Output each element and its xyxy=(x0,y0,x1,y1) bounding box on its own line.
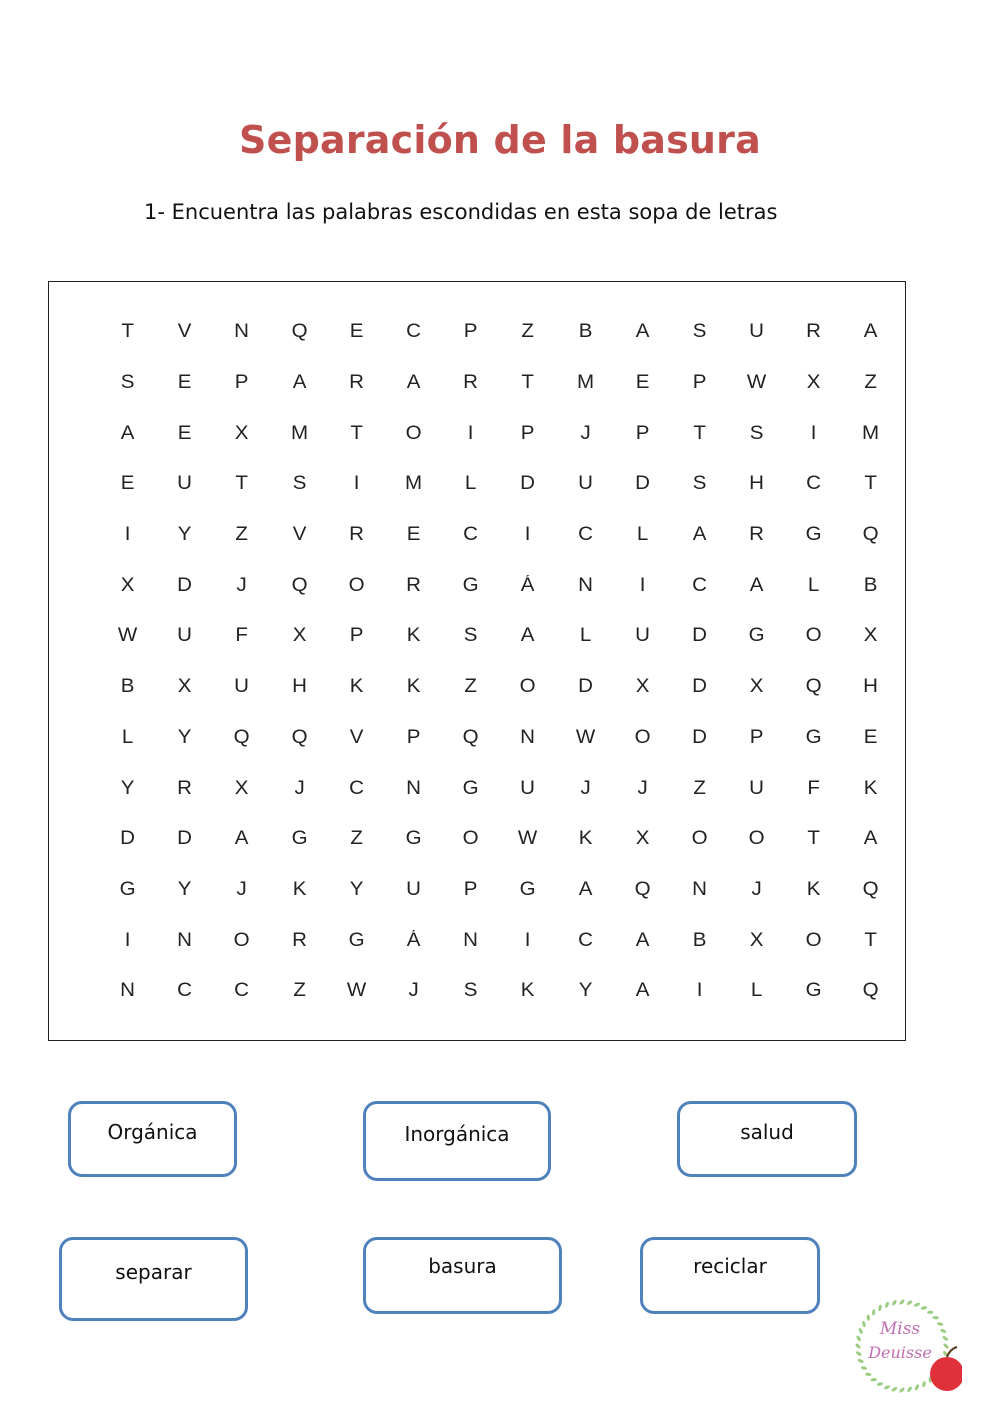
grid-letter: K xyxy=(806,878,821,900)
grid-letter: X xyxy=(806,372,821,394)
word-card-salud xyxy=(677,1101,857,1177)
grid-letter: Z xyxy=(693,777,706,799)
grid-letter: S xyxy=(292,473,307,495)
grid-letter: X xyxy=(292,625,307,647)
grid-letter: K xyxy=(406,676,421,698)
grid-letter: I xyxy=(696,980,703,1002)
grid-letter: P xyxy=(463,321,478,343)
grid-letter: L xyxy=(464,473,477,495)
grid-letter: R xyxy=(749,524,765,546)
word-card-basura xyxy=(363,1237,562,1314)
grid-letter: U xyxy=(520,777,536,799)
grid-letter: Q xyxy=(291,321,308,343)
grid-letter: C xyxy=(406,321,421,343)
grid-letter: J xyxy=(579,422,591,444)
grid-letter: E xyxy=(120,473,135,495)
grid-letter: U xyxy=(177,625,193,647)
grid-letter: P xyxy=(406,726,421,748)
grid-letter: W xyxy=(117,625,138,647)
grid-letter: N xyxy=(234,321,250,343)
grid-letter: Z xyxy=(464,676,477,698)
grid-letter: X xyxy=(749,929,764,951)
instruction-text: 1- Encuentra las palabras escondidas en esta sopa de letras xyxy=(144,200,778,224)
grid-letter: Z xyxy=(235,524,249,546)
grid-letter: D xyxy=(692,726,707,748)
grid-letter: X xyxy=(864,625,878,647)
grid-letter: P xyxy=(635,422,650,444)
page-title: Separación de la basura xyxy=(239,118,761,162)
grid-letter: M xyxy=(290,422,308,444)
grid-letter: R xyxy=(177,777,193,799)
grid-letter: N xyxy=(463,929,479,951)
grid-letter: L xyxy=(579,625,591,647)
grid-letter: Y xyxy=(177,878,192,900)
grid-letter: O xyxy=(748,828,765,850)
grid-letter: D xyxy=(177,574,193,596)
grid-letter: L xyxy=(808,574,820,596)
grid-letter: Á xyxy=(406,929,421,951)
grid-letter: Q xyxy=(462,726,479,748)
grid-letter: J xyxy=(751,878,762,900)
grid-letter: G xyxy=(405,828,422,850)
grid-letter: A xyxy=(292,372,307,394)
grid-letter: E xyxy=(864,726,878,748)
grid-letter: H xyxy=(291,676,307,698)
grid-letter: R xyxy=(348,372,364,394)
grid-letter: I xyxy=(525,929,531,951)
grid-letter: M xyxy=(404,473,423,495)
grid-letter: Á xyxy=(521,574,535,596)
grid-letter: U xyxy=(234,676,250,698)
grid-letter: I xyxy=(124,929,131,951)
grid-letter: N xyxy=(520,726,536,748)
grid-letter: W xyxy=(518,828,538,850)
grid-letter: T xyxy=(864,473,878,495)
logo-text-line1: Miss xyxy=(879,1319,921,1339)
grid-letter: O xyxy=(519,676,536,698)
grid-letter: I xyxy=(124,524,131,546)
grid-letter: W xyxy=(346,980,367,1002)
grid-letter: C xyxy=(234,980,250,1002)
grid-letter: J xyxy=(637,777,648,799)
grid-letter: K xyxy=(292,878,307,900)
grid-letter: X xyxy=(235,777,249,799)
grid-letter: B xyxy=(692,929,707,951)
word-label: separar xyxy=(115,1260,192,1284)
letter-grid xyxy=(99,307,900,1017)
grid-letter: D xyxy=(577,676,593,698)
grid-letter: B xyxy=(864,574,878,596)
grid-letter: G xyxy=(291,828,308,850)
grid-letter: O xyxy=(405,422,422,444)
grid-letter: I xyxy=(639,574,646,596)
grid-letter: A xyxy=(864,828,878,850)
grid-letter: N xyxy=(577,574,593,596)
grid-letter: K xyxy=(578,828,592,850)
grid-letter: V xyxy=(349,726,364,748)
grid-letter: J xyxy=(236,878,248,900)
grid-letter: S xyxy=(463,625,478,647)
grid-letter: M xyxy=(576,372,594,394)
grid-letter: O xyxy=(805,929,822,951)
grid-letter: F xyxy=(807,777,821,799)
grid-letter: X xyxy=(120,574,135,596)
grid-letter: D xyxy=(692,676,707,698)
grid-letter: D xyxy=(692,625,707,647)
grid-letter: P xyxy=(521,422,535,444)
grid-letter: C xyxy=(463,524,479,546)
grid-letter: X xyxy=(635,676,650,698)
grid-letter: W xyxy=(746,372,767,394)
grid-letter: B xyxy=(578,321,592,343)
word-card-reciclar xyxy=(640,1237,820,1314)
word-label: Orgánica xyxy=(107,1120,198,1144)
grid-letter: T xyxy=(693,422,706,444)
grid-letter: Y xyxy=(177,524,192,546)
grid-letter: U xyxy=(749,321,765,343)
grid-letter: N xyxy=(177,929,193,951)
grid-letter: V xyxy=(177,321,192,343)
word-label: Inorgánica xyxy=(404,1122,510,1146)
grid-letter: O xyxy=(805,625,822,647)
grid-letter: N xyxy=(692,878,707,900)
grid-letter: Y xyxy=(120,777,135,799)
grid-letter: X xyxy=(177,676,192,698)
grid-letter: N xyxy=(120,980,136,1002)
grid-letter: R xyxy=(348,524,364,546)
grid-letter: J xyxy=(236,574,248,596)
grid-letter: P xyxy=(692,372,707,394)
grid-letter: Q xyxy=(863,524,880,546)
grid-letter: E xyxy=(635,372,650,394)
grid-letter: M xyxy=(862,422,880,444)
grid-letter: U xyxy=(749,777,765,799)
grid-letter: V xyxy=(292,524,307,546)
word-search-puzzle xyxy=(48,281,906,1041)
grid-letter: E xyxy=(177,422,192,444)
grid-letter: D xyxy=(634,473,650,495)
grid-letter: K xyxy=(406,625,421,647)
grid-letter: R xyxy=(806,321,822,343)
grid-letter: A xyxy=(406,372,421,394)
grid-letter: S xyxy=(692,321,707,343)
grid-letter: T xyxy=(807,828,821,850)
word-label: salud xyxy=(740,1120,794,1144)
grid-letter: I xyxy=(810,422,817,444)
grid-letter: E xyxy=(177,372,192,394)
grid-letter: T xyxy=(121,321,134,343)
grid-letter: I xyxy=(467,422,474,444)
grid-letter: Z xyxy=(521,321,535,343)
grid-letter: G xyxy=(805,726,822,748)
logo-text-line2: Deuisse xyxy=(868,1343,932,1362)
grid-letter: O xyxy=(462,828,479,850)
word-card-organica xyxy=(68,1101,237,1177)
grid-letter: P xyxy=(463,878,478,900)
grid-letter: E xyxy=(406,524,421,546)
grid-letter: Z xyxy=(864,372,878,394)
grid-letter: K xyxy=(349,676,364,698)
grid-letter: N xyxy=(406,777,421,799)
grid-letter: A xyxy=(635,321,650,343)
grid-letter: L xyxy=(750,980,763,1002)
grid-letter: C xyxy=(177,980,193,1002)
grid-letter: Q xyxy=(863,980,880,1002)
grid-letter: D xyxy=(177,828,193,850)
grid-letter: Z xyxy=(292,980,306,1002)
grid-letter: O xyxy=(348,574,365,596)
grid-letter: P xyxy=(349,625,364,647)
grid-letter: C xyxy=(577,929,593,951)
word-label: basura xyxy=(428,1254,497,1278)
grid-letter: Q xyxy=(805,676,822,698)
grid-letter: X xyxy=(749,676,764,698)
grid-letter: S xyxy=(463,980,478,1002)
grid-letter: I xyxy=(525,524,531,546)
grid-letter: G xyxy=(119,878,136,900)
grid-letter: A xyxy=(864,321,878,343)
grid-letter: A xyxy=(120,422,135,444)
grid-letter: A xyxy=(635,929,650,951)
grid-letter: Y xyxy=(578,980,592,1002)
grid-letter: U xyxy=(177,473,193,495)
grid-letter: S xyxy=(120,372,135,394)
grid-letter: K xyxy=(864,777,878,799)
grid-letter: I xyxy=(353,473,360,495)
grid-letter: A xyxy=(692,524,707,546)
grid-letter: R xyxy=(463,372,479,394)
grid-letter: C xyxy=(577,524,593,546)
grid-letter: C xyxy=(692,574,707,596)
grid-letter: Z xyxy=(350,828,363,850)
grid-letter: G xyxy=(462,574,479,596)
grid-letter: Q xyxy=(291,574,308,596)
grid-letter: B xyxy=(120,676,135,698)
grid-letter: R xyxy=(291,929,307,951)
grid-letter: X xyxy=(235,422,249,444)
grid-letter: A xyxy=(578,878,592,900)
grid-letter: U xyxy=(406,878,421,900)
grid-letter: A xyxy=(635,980,650,1002)
grid-letter: Y xyxy=(349,878,364,900)
grid-letter: A xyxy=(521,625,535,647)
grid-letter: G xyxy=(805,524,822,546)
grid-letter: R xyxy=(406,574,421,596)
grid-letter: W xyxy=(575,726,595,748)
grid-letter: A xyxy=(235,828,249,850)
grid-letter: P xyxy=(749,726,764,748)
miss-deuisse-logo xyxy=(850,1298,962,1398)
grid-letter: F xyxy=(235,625,249,647)
grid-letter: L xyxy=(636,524,648,546)
grid-letter: D xyxy=(520,473,536,495)
grid-letter: Q xyxy=(233,726,250,748)
word-card-separar xyxy=(59,1237,248,1321)
grid-letter: O xyxy=(233,929,250,951)
grid-letter: J xyxy=(579,777,591,799)
grid-letter: C xyxy=(348,777,364,799)
grid-letter: Q xyxy=(634,878,651,900)
grid-letter: S xyxy=(749,422,764,444)
grid-letter: O xyxy=(691,828,708,850)
grid-letter: G xyxy=(348,929,365,951)
grid-letter: G xyxy=(462,777,479,799)
grid-letter: H xyxy=(749,473,765,495)
grid-letter: A xyxy=(749,574,764,596)
grid-letter: K xyxy=(521,980,535,1002)
grid-letter: J xyxy=(294,777,305,799)
grid-letter: J xyxy=(408,980,419,1002)
grid-letter: O xyxy=(634,726,651,748)
grid-letter: L xyxy=(121,726,134,748)
word-card-inorganica xyxy=(363,1101,551,1181)
grid-letter: E xyxy=(349,321,364,343)
grid-letter: Q xyxy=(291,726,308,748)
grid-letter: Q xyxy=(863,878,880,900)
grid-letter: D xyxy=(120,828,136,850)
grid-letter: H xyxy=(863,676,879,698)
grid-letter: G xyxy=(519,878,536,900)
grid-letter: Y xyxy=(177,726,192,748)
grid-letter: C xyxy=(806,473,822,495)
grid-letter: T xyxy=(350,422,363,444)
grid-letter: G xyxy=(805,980,822,1002)
grid-letter: S xyxy=(692,473,707,495)
word-label: reciclar xyxy=(693,1254,767,1278)
grid-letter: P xyxy=(235,372,249,394)
grid-letter: T xyxy=(521,372,535,394)
grid-letter: U xyxy=(634,625,650,647)
grid-letter: G xyxy=(748,625,765,647)
grid-letter: T xyxy=(235,473,249,495)
grid-letter: T xyxy=(864,929,878,951)
grid-letter: U xyxy=(577,473,593,495)
grid-letter: X xyxy=(635,828,650,850)
